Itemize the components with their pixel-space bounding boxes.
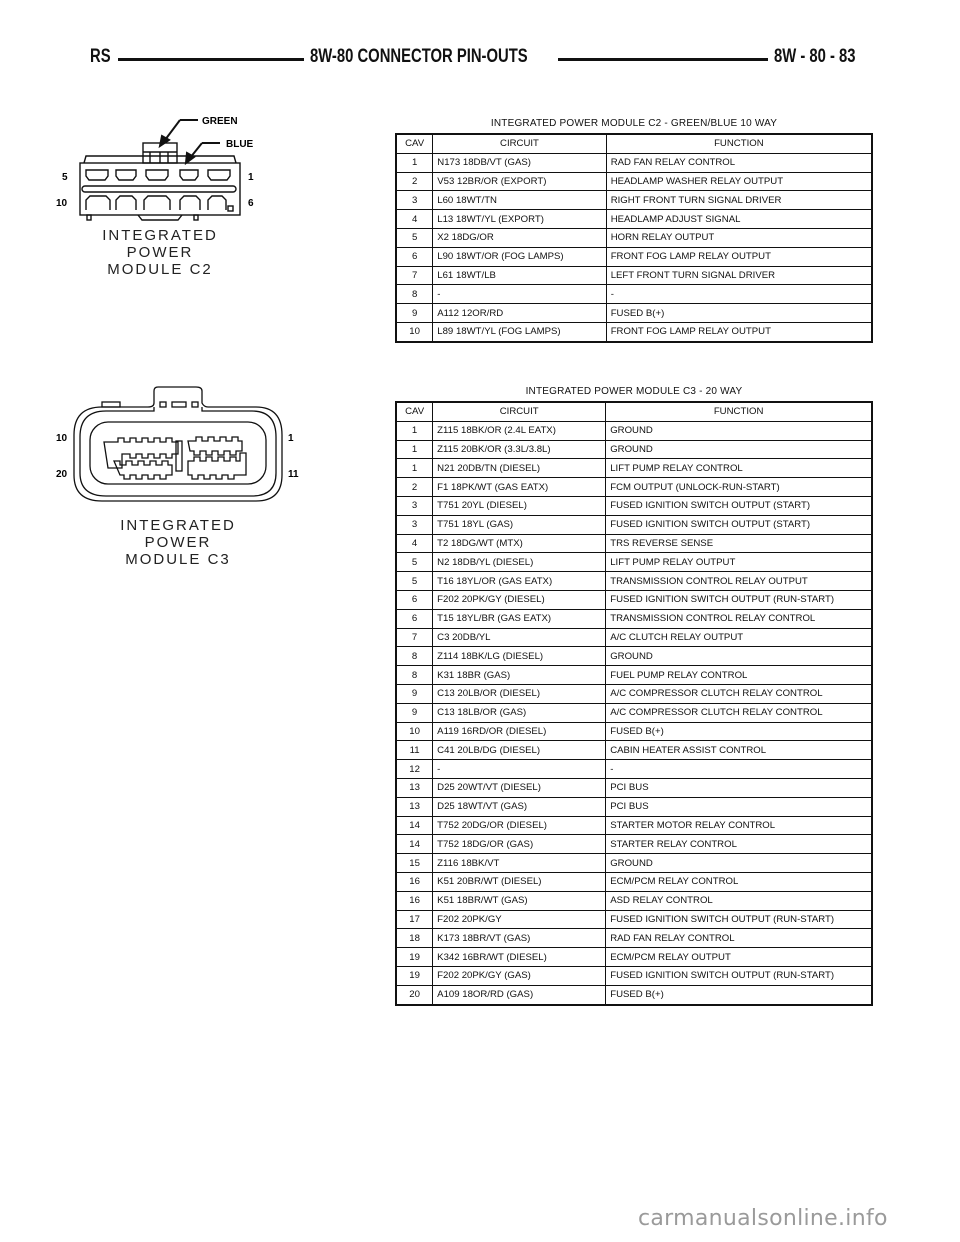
cell-function: PCI BUS: [606, 797, 872, 816]
table-row: [396, 985, 872, 1004]
table-row: [396, 496, 872, 515]
cell-cav: 5: [396, 553, 433, 572]
cell-circuit: -: [433, 760, 606, 779]
cell-cav: 16: [396, 891, 433, 910]
cell-cav: 11: [396, 741, 433, 760]
cell-circuit: Z116 18BK/VT: [433, 854, 606, 873]
table-row: [396, 929, 872, 948]
cell-circuit: D25 20WT/VT (DIESEL): [433, 778, 606, 797]
table-row: [396, 478, 872, 497]
table-row: [396, 684, 872, 703]
cell-function: ASD RELAY CONTROL: [606, 891, 872, 910]
connector-diagram-c2: [50, 100, 290, 285]
cell-cav: 4: [396, 210, 433, 229]
cell-circuit: A112 12OR/RD: [433, 304, 606, 323]
cell-circuit: T2 18DG/WT (MTX): [433, 534, 606, 553]
cell-function: FUSED IGNITION SWITCH OUTPUT (RUN-START): [606, 966, 872, 985]
cell-function: RAD FAN RELAY CONTROL: [606, 929, 872, 948]
cell-cav: 3: [396, 496, 433, 515]
cell-circuit: -: [433, 285, 606, 304]
cell-function: HEADLAMP WASHER RELAY OUTPUT: [606, 172, 872, 191]
svg-text:10: 10: [56, 198, 68, 209]
header-rule-right: [558, 58, 768, 61]
cell-circuit: C41 20LB/DG (DIESEL): [433, 741, 606, 760]
svg-text:11: 11: [288, 469, 299, 480]
cell-cav: 4: [396, 534, 433, 553]
cell-function: -: [606, 285, 872, 304]
cell-cav: 3: [396, 191, 433, 210]
cell-cav: 6: [396, 609, 433, 628]
table-row: [396, 854, 872, 873]
table-row: [396, 153, 872, 172]
table-row: [396, 572, 872, 591]
table-row: [396, 760, 872, 779]
cell-function: LIFT PUMP RELAY CONTROL: [606, 459, 872, 478]
table-row: [396, 191, 872, 210]
col-header-function: FUNCTION: [606, 402, 872, 421]
cell-function: A/C COMPRESSOR CLUTCH RELAY CONTROL: [606, 684, 872, 703]
cell-circuit: N173 18DB/VT (GAS): [433, 153, 606, 172]
table-row: [396, 703, 872, 722]
table-row: [396, 285, 872, 304]
cell-function: STARTER RELAY CONTROL: [606, 835, 872, 854]
cell-circuit: K51 18BR/WT (GAS): [433, 891, 606, 910]
cell-cav: 19: [396, 966, 433, 985]
c3-connector-drawing: [50, 365, 310, 505]
cell-function: FUSED B(+): [606, 722, 872, 741]
cell-cav: 13: [396, 778, 433, 797]
table-header-row: [396, 402, 872, 421]
cell-function: GROUND: [606, 854, 872, 873]
table-row: [396, 421, 872, 440]
table-row: [396, 172, 872, 191]
cell-cav: 8: [396, 666, 433, 685]
cell-function: TRANSMISSION CONTROL RELAY CONTROL: [606, 609, 872, 628]
cell-circuit: L89 18WT/YL (FOG LAMPS): [433, 322, 606, 341]
cell-function: -: [606, 760, 872, 779]
table-row: [396, 835, 872, 854]
page-header: [0, 0, 960, 80]
table-row: [396, 966, 872, 985]
cell-circuit: T15 18YL/BR (GAS EATX): [433, 609, 606, 628]
cell-function: TRS REVERSE SENSE: [606, 534, 872, 553]
table-row: [396, 534, 872, 553]
cell-function: RAD FAN RELAY CONTROL: [606, 153, 872, 172]
cell-function: FCM OUTPUT (UNLOCK-RUN-START): [606, 478, 872, 497]
cell-cav: 13: [396, 797, 433, 816]
svg-text:5: 5: [62, 172, 68, 183]
cell-circuit: K173 18BR/VT (GAS): [433, 929, 606, 948]
cell-circuit: A109 18OR/RD (GAS): [433, 985, 606, 1004]
table-row: [396, 778, 872, 797]
callout-green: GREEN: [202, 116, 238, 127]
cell-circuit: K31 18BR (GAS): [433, 666, 606, 685]
cell-cav: 5: [396, 228, 433, 247]
table-row: [396, 247, 872, 266]
cell-cav: 1: [396, 421, 433, 440]
col-header-circuit: CIRCUIT: [433, 134, 606, 153]
cell-cav: 12: [396, 760, 433, 779]
cell-cav: 20: [396, 985, 433, 1004]
c3-diagram-label: INTEGRATED POWER MODULE C3: [120, 517, 236, 568]
cell-cav: 19: [396, 948, 433, 967]
cell-cav: 10: [396, 322, 433, 341]
table-row: [396, 722, 872, 741]
cell-cav: 9: [396, 304, 433, 323]
cell-circuit: F202 20PK/GY: [433, 910, 606, 929]
table-row: [396, 228, 872, 247]
cell-function: GROUND: [606, 647, 872, 666]
table-row: [396, 609, 872, 628]
cell-circuit: F202 20PK/GY (DIESEL): [433, 590, 606, 609]
cell-cav: 2: [396, 478, 433, 497]
cell-cav: 5: [396, 572, 433, 591]
cell-cav: 16: [396, 872, 433, 891]
cell-cav: 10: [396, 722, 433, 741]
page-number: 8W - 80 - 83: [774, 46, 856, 67]
cell-function: FRONT FOG LAMP RELAY OUTPUT: [606, 322, 872, 341]
connector-diagram-c3: [50, 365, 310, 575]
table-row: [396, 666, 872, 685]
cell-cav: 14: [396, 835, 433, 854]
section-code: RS: [90, 46, 111, 67]
cell-circuit: T751 20YL (DIESEL): [433, 496, 606, 515]
svg-text:20: 20: [56, 469, 68, 480]
cell-circuit: N21 20DB/TN (DIESEL): [433, 459, 606, 478]
pinout-table-c3: [395, 401, 873, 1006]
cell-function: ECM/PCM RELAY CONTROL: [606, 872, 872, 891]
cell-function: A/C COMPRESSOR CLUTCH RELAY CONTROL: [606, 703, 872, 722]
cell-function: HORN RELAY OUTPUT: [606, 228, 872, 247]
cell-cav: 6: [396, 247, 433, 266]
cell-cav: 9: [396, 684, 433, 703]
col-header-cav: CAV: [396, 402, 433, 421]
table-row: [396, 322, 872, 341]
cell-circuit: V53 12BR/OR (EXPORT): [433, 172, 606, 191]
table-row: [396, 910, 872, 929]
cell-cav: 8: [396, 285, 433, 304]
cell-circuit: L60 18WT/TN: [433, 191, 606, 210]
cell-circuit: Z115 18BK/OR (2.4L EATX): [433, 421, 606, 440]
table-header-row: [396, 134, 872, 153]
cell-circuit: N2 18DB/YL (DIESEL): [433, 553, 606, 572]
cell-function: GROUND: [606, 440, 872, 459]
cell-function: TRANSMISSION CONTROL RELAY OUTPUT: [606, 572, 872, 591]
cell-circuit: K342 16BR/WT (DIESEL): [433, 948, 606, 967]
cell-function: FUSED IGNITION SWITCH OUTPUT (RUN-START): [606, 910, 872, 929]
table-row: [396, 891, 872, 910]
header-rule-left: [118, 58, 304, 61]
cell-circuit: T752 20DG/OR (DIESEL): [433, 816, 606, 835]
table-row: [396, 590, 872, 609]
table-row: [396, 515, 872, 534]
cell-cav: 8: [396, 647, 433, 666]
svg-text:1: 1: [288, 433, 294, 444]
table-row: [396, 948, 872, 967]
table-row: [396, 266, 872, 285]
svg-text:6: 6: [248, 198, 254, 209]
cell-function: GROUND: [606, 421, 872, 440]
cell-function: FUSED IGNITION SWITCH OUTPUT (RUN-START): [606, 590, 872, 609]
cell-cav: 14: [396, 816, 433, 835]
cell-function: LEFT FRONT TURN SIGNAL DRIVER: [606, 266, 872, 285]
cell-circuit: L90 18WT/OR (FOG LAMPS): [433, 247, 606, 266]
table-row: [396, 440, 872, 459]
cell-cav: 9: [396, 703, 433, 722]
table-row: [396, 553, 872, 572]
cell-circuit: T752 18DG/OR (GAS): [433, 835, 606, 854]
cell-circuit: C3 20DB/YL: [433, 628, 606, 647]
cell-function: ECM/PCM RELAY OUTPUT: [606, 948, 872, 967]
pinout-table-c2: [395, 133, 873, 343]
cell-function: FRONT FOG LAMP RELAY OUTPUT: [606, 247, 872, 266]
cell-cav: 6: [396, 590, 433, 609]
cell-circuit: T751 18YL (GAS): [433, 515, 606, 534]
table-c3-title: INTEGRATED POWER MODULE C3 - 20 WAY: [525, 386, 743, 397]
table-row: [396, 647, 872, 666]
c2-diagram-label: INTEGRATED POWER MODULE C2: [102, 227, 218, 278]
table-row: [396, 797, 872, 816]
table-row: [396, 210, 872, 229]
cell-function: PCI BUS: [606, 778, 872, 797]
cell-cav: 18: [396, 929, 433, 948]
cell-circuit: K51 20BR/WT (DIESEL): [433, 872, 606, 891]
col-header-cav: CAV: [396, 134, 433, 153]
table-row: [396, 872, 872, 891]
cell-function: FUSED IGNITION SWITCH OUTPUT (START): [606, 515, 872, 534]
cell-function: FUSED B(+): [606, 304, 872, 323]
table-row: [396, 459, 872, 478]
cell-circuit: F202 20PK/GY (GAS): [433, 966, 606, 985]
cell-circuit: X2 18DG/OR: [433, 228, 606, 247]
cell-cav: 3: [396, 515, 433, 534]
cell-function: STARTER MOTOR RELAY CONTROL: [606, 816, 872, 835]
cell-cav: 1: [396, 440, 433, 459]
cell-function: FUSED IGNITION SWITCH OUTPUT (START): [606, 496, 872, 515]
cell-cav: 17: [396, 910, 433, 929]
watermark: carmanualsonline.info: [638, 1206, 888, 1231]
cell-function: HEADLAMP ADJUST SIGNAL: [606, 210, 872, 229]
cell-circuit: D25 18WT/VT (GAS): [433, 797, 606, 816]
cell-circuit: F1 18PK/WT (GAS EATX): [433, 478, 606, 497]
cell-function: FUEL PUMP RELAY CONTROL: [606, 666, 872, 685]
cell-circuit: Z115 20BK/OR (3.3L/3.8L): [433, 440, 606, 459]
cell-circuit: T16 18YL/OR (GAS EATX): [433, 572, 606, 591]
col-header-function: FUNCTION: [606, 134, 872, 153]
cell-circuit: A119 16RD/OR (DIESEL): [433, 722, 606, 741]
callout-blue: BLUE: [226, 139, 254, 150]
table-row: [396, 628, 872, 647]
table-c2-title: INTEGRATED POWER MODULE C2 - GREEN/BLUE 10 WAY: [490, 118, 778, 129]
cell-circuit: C13 18LB/OR (GAS): [433, 703, 606, 722]
cell-cav: 15: [396, 854, 433, 873]
cell-function: CABIN HEATER ASSIST CONTROL: [606, 741, 872, 760]
cell-function: FUSED B(+): [606, 985, 872, 1004]
col-header-circuit: CIRCUIT: [433, 402, 606, 421]
cell-cav: 1: [396, 153, 433, 172]
cell-function: RIGHT FRONT TURN SIGNAL DRIVER: [606, 191, 872, 210]
page-title: 8W-80 CONNECTOR PIN-OUTS: [310, 46, 528, 67]
cell-cav: 7: [396, 266, 433, 285]
cell-function: LIFT PUMP RELAY OUTPUT: [606, 553, 872, 572]
cell-circuit: Z114 18BK/LG (DIESEL): [433, 647, 606, 666]
cell-cav: 1: [396, 459, 433, 478]
svg-text:10: 10: [56, 433, 68, 444]
table-row: [396, 816, 872, 835]
cell-cav: 7: [396, 628, 433, 647]
cell-cav: 2: [396, 172, 433, 191]
cell-function: A/C CLUTCH RELAY OUTPUT: [606, 628, 872, 647]
table-row: [396, 741, 872, 760]
svg-text:1: 1: [248, 172, 254, 183]
cell-circuit: L61 18WT/LB: [433, 266, 606, 285]
table-row: [396, 304, 872, 323]
cell-circuit: C13 20LB/OR (DIESEL): [433, 684, 606, 703]
cell-circuit: L13 18WT/YL (EXPORT): [433, 210, 606, 229]
